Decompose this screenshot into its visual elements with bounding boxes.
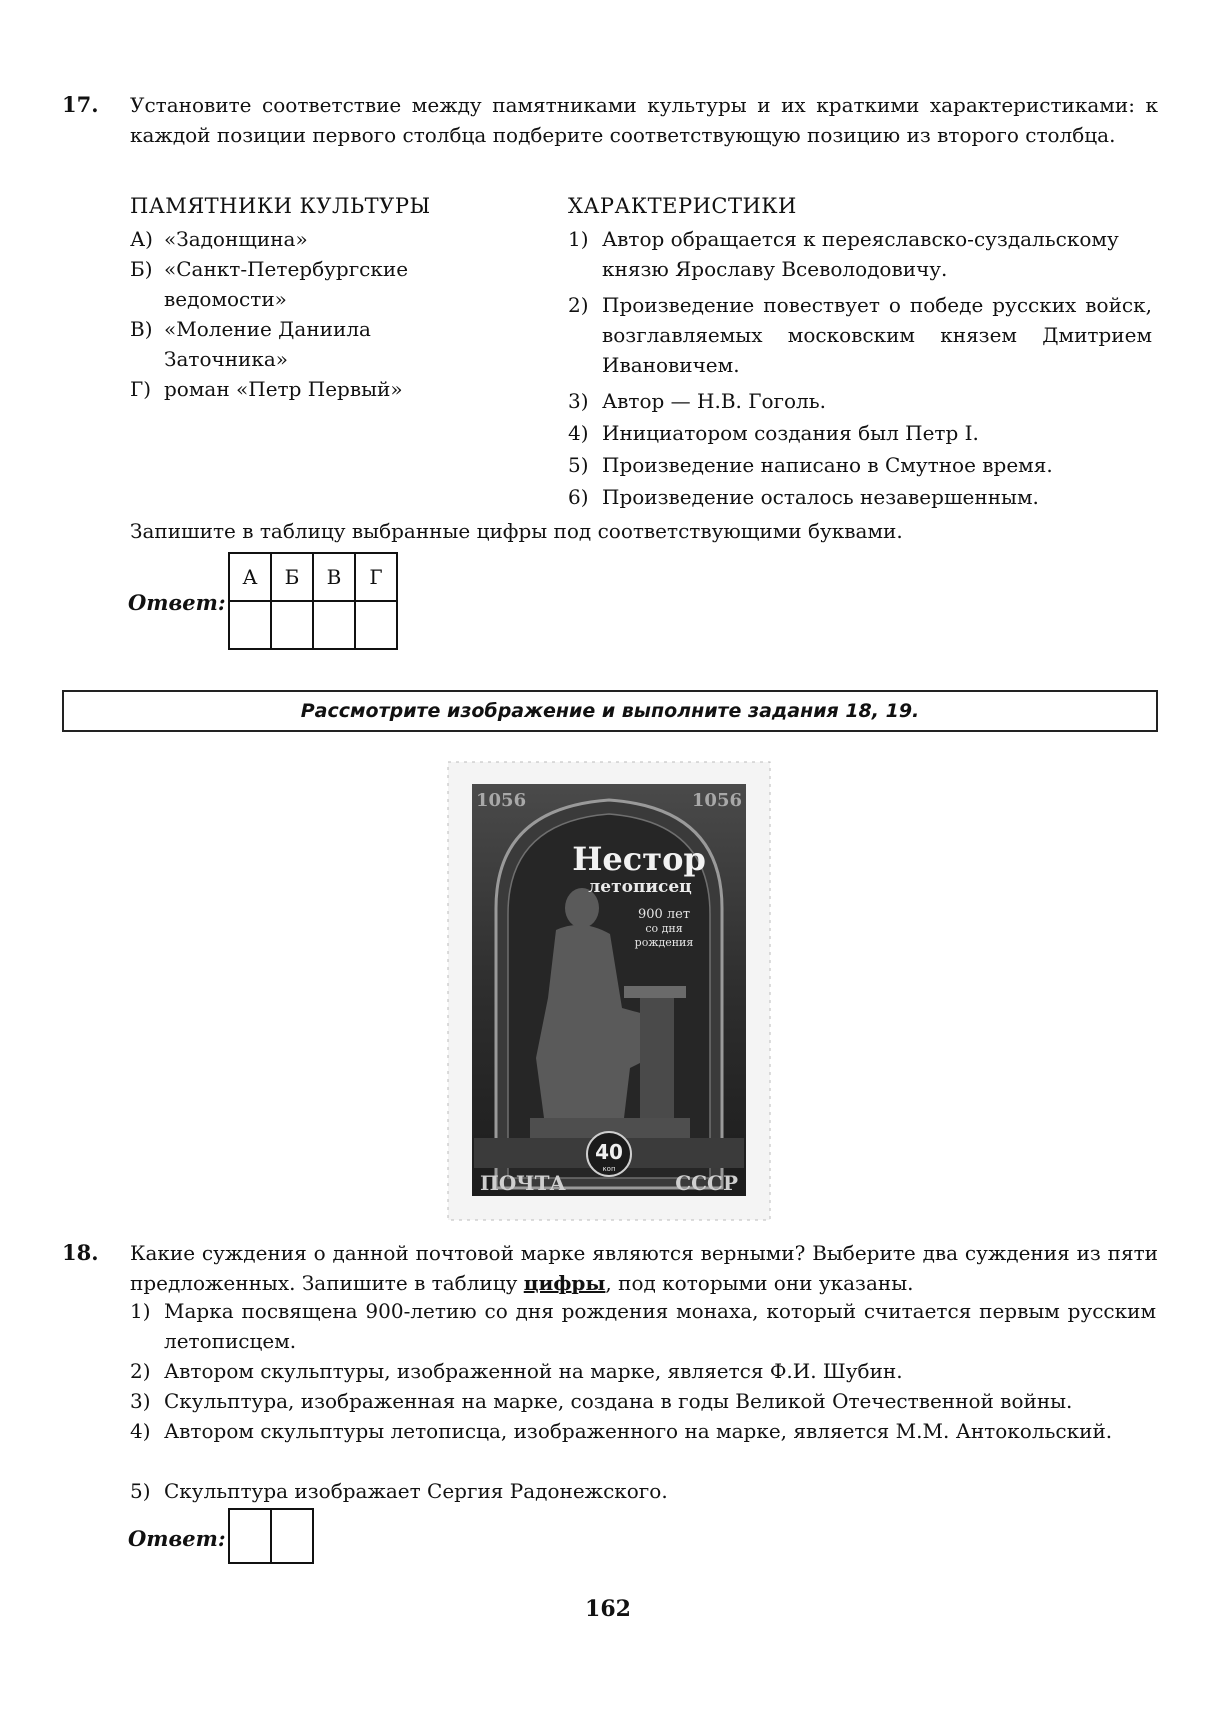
monument-text: роман «Петр Первый»	[164, 377, 403, 401]
monument-letter: Г)	[130, 377, 152, 401]
q17-intro: Установите соответствие между памятниками культуры и их краткими характеристиками: к каждой позиции первого столбца подберите соответствующую позицию из второго столбца.	[130, 93, 1158, 147]
stamp-line1: 900 лет	[637, 907, 691, 922]
monument-item	[130, 314, 450, 374]
q18-intro	[130, 1238, 1158, 1298]
q18-option	[130, 1356, 1158, 1386]
monument-text: «Санкт-Петербургские ведомости»	[164, 257, 409, 311]
q18-option-number: 1)	[130, 1299, 151, 1323]
stamp-line3: рождения	[634, 936, 694, 949]
q18-option-number: 3)	[130, 1389, 151, 1413]
q18-option	[130, 1296, 1158, 1356]
q18-intro-emph: цифры	[523, 1271, 606, 1295]
stamp-image	[444, 758, 774, 1224]
answer-header-a: А	[229, 553, 271, 601]
characteristic-item	[568, 482, 1158, 512]
answer-cell-a[interactable]	[229, 601, 271, 649]
q17-answer-table	[228, 552, 398, 650]
q18-option-number: 2)	[130, 1359, 151, 1383]
page-number: 162	[585, 1596, 631, 1622]
characteristic-item	[568, 418, 1158, 448]
postage-stamp	[444, 758, 774, 1224]
stamp-title: Нестор	[572, 840, 706, 878]
q17-left-header: ПАМЯТНИКИ КУЛЬТУРЫ	[130, 194, 431, 218]
answer-cell-v[interactable]	[313, 601, 355, 649]
characteristic-number: 4)	[568, 421, 589, 445]
q18-option	[130, 1476, 1158, 1506]
answer-header-g: Г	[355, 553, 397, 601]
instruction-box: Рассмотрите изображение и выполните задания 18, 19.	[62, 690, 1158, 732]
characteristic-item	[568, 290, 1158, 380]
answer-header-b: Б	[271, 553, 313, 601]
q18-answer-cell-1[interactable]	[229, 1509, 271, 1563]
monument-text: «Задонщина»	[164, 227, 308, 251]
monument-letter: А)	[130, 227, 153, 251]
stamp-line2: со дня	[645, 922, 683, 935]
monument-letter: Б)	[130, 257, 153, 281]
q18-option-text: Скульптура изображает Сергия Радонежского.	[164, 1479, 668, 1503]
characteristic-text: Автор обращается к переяславско-суздальскому князю Ярославу Всеволодовичу.	[602, 227, 1119, 281]
q18-intro-after: , под которыми они указаны.	[605, 1271, 914, 1295]
q18-intro-before: Какие суждения о данной почтовой марке являются верными? Выберите два суждения из пяти предложенных. Запишите в таблицу	[130, 1241, 1158, 1295]
stamp-year-left: 1056	[476, 790, 527, 811]
characteristic-number: 6)	[568, 485, 589, 509]
monument-letter: В)	[130, 317, 153, 341]
q18-option	[130, 1416, 1158, 1446]
q17-number: 17.	[62, 92, 99, 117]
characteristic-text: Произведение осталось незавершенным.	[602, 485, 1039, 509]
q18-number: 18.	[62, 1240, 99, 1265]
characteristic-text: Произведение повествует о победе русских войск, возглавляемых московским князем Дмитрием Ивановичем.	[602, 293, 1152, 377]
stamp-unit: коп	[602, 1165, 616, 1173]
q17-instruction: Запишите в таблицу выбранные цифры под соответствующими буквами.	[130, 519, 903, 543]
q18-option-text: Автором скульптуры, изображенной на марке, является Ф.И. Шубин.	[164, 1359, 903, 1383]
q18-answer-table	[228, 1508, 314, 1564]
q18-option-text: Скульптура, изображенная на марке, создана в годы Великой Отечественной войны.	[164, 1389, 1073, 1413]
stamp-post-right: СССР	[675, 1171, 738, 1195]
stamp-subtitle: летописец	[588, 877, 692, 897]
q18-option	[130, 1386, 1158, 1416]
characteristic-text: Автор — Н.В. Гоголь.	[602, 389, 826, 413]
q18-option-number: 4)	[130, 1419, 151, 1443]
q18-answer-label: Ответ:	[128, 1526, 226, 1551]
monument-item	[130, 224, 450, 254]
characteristic-text: Произведение написано в Смутное время.	[602, 453, 1053, 477]
monument-item	[130, 374, 450, 404]
q17-right-header: ХАРАКТЕРИСТИКИ	[568, 194, 797, 218]
q18-option-text: Автором скульптуры летописца, изображенного на марке, является М.М. Антокольский.	[164, 1419, 1113, 1443]
characteristic-number: 5)	[568, 453, 589, 477]
characteristic-text: Инициатором создания был Петр I.	[602, 421, 979, 445]
stamp-year-right: 1056	[691, 790, 742, 811]
characteristic-item	[568, 386, 1158, 416]
answer-cell-g[interactable]	[355, 601, 397, 649]
characteristic-item	[568, 224, 1158, 284]
q18-answer-cell-2[interactable]	[271, 1509, 313, 1563]
answer-cell-b[interactable]	[271, 601, 313, 649]
monument-text: «Моление Даниила Заточника»	[164, 317, 371, 371]
monument-item	[130, 254, 450, 314]
characteristic-item	[568, 450, 1158, 480]
q17-answer-label: Ответ:	[128, 590, 226, 615]
answer-header-v: В	[313, 553, 355, 601]
stamp-value: 40	[595, 1140, 623, 1164]
characteristic-number: 2)	[568, 293, 589, 317]
q18-option-text: Марка посвящена 900-летию со дня рождения монаха, который считается первым русским летописцем.	[164, 1299, 1156, 1353]
characteristic-number: 3)	[568, 389, 589, 413]
stamp-post-left: ПОЧТА	[480, 1171, 566, 1195]
q18-option-number: 5)	[130, 1479, 151, 1503]
characteristic-number: 1)	[568, 227, 589, 251]
